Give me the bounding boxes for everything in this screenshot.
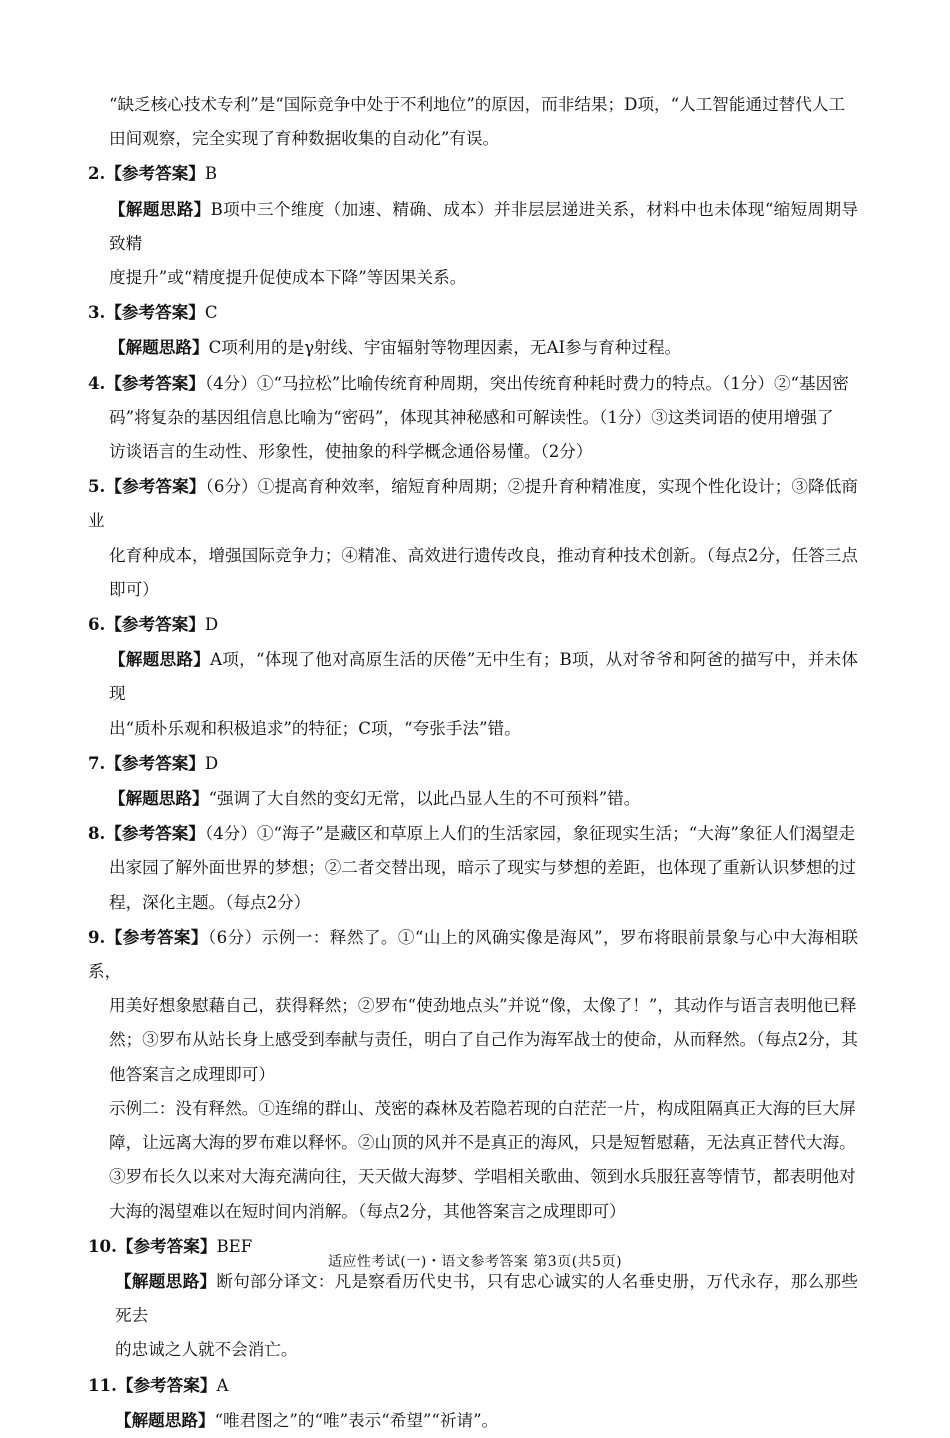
item-9-example2-line-2: 障，让远离大海的罗布难以释怀。②山顶的风并不是真正的海风，只是短暂慰藉，无法真正替代大海。: [109, 1133, 856, 1153]
item-6-analysis-line-1: 【解题思路】A项，“体现了他对高原生活的厌倦”无中生有；B项，从对爷爷和阿爸的描写中，并未体现: [109, 649, 858, 704]
item-3-answer: 3.【参考答案】C: [88, 302, 218, 323]
item-5-answer-line-3: 即可）: [109, 579, 159, 599]
item-8-answer-line-2: 出家园了解外面世界的梦想；②二者交替出现，暗示了现实与梦想的差距，也体现了重新认识梦想的过: [109, 858, 856, 878]
page-content: [88, 88, 858, 1438]
item-9-example2-line-1: 示例二：没有释然。①连绵的群山、茂密的森林及若隐若现的白茫茫一片，构成阻隔真正大海的巨大屏: [109, 1098, 856, 1118]
page-footer: 适应性考试(一)・语文参考答案 第3页(共5页): [327, 1254, 623, 1270]
item-9-answer-line-3: 然；③罗布从站长身上感受到奉献与责任，明白了自己作为海军战士的使命，从而释然。（每点2分，其: [109, 1030, 858, 1050]
item-7-analysis-line-1: 【解题思路】“强调了大自然的变幻无常，以此凸显人生的不可预料”错。: [109, 788, 641, 809]
item-9-answer-line-4: 他答案言之成理即可）: [109, 1064, 275, 1084]
item-8-answer-line-3: 程，深化主题。（每点2分）: [109, 892, 311, 912]
item-4-answer-line-1: 4.【参考答案】（4分）①“马拉松”比喻传统育种周期，突出传统育种耗时费力的特点。（1分）②“基因密: [88, 372, 849, 393]
continuation-line-2: 田间观察，完全实现了育种数据收集的自动化”有误。: [109, 129, 500, 149]
item-10-answer: 10.【参考答案】BEF: [88, 1235, 253, 1256]
item-11-answer: 11.【参考答案】A: [88, 1374, 229, 1395]
item-9-answer-line-1: 9.【参考答案】（6分）示例一：释然了。①“山上的风确实像是海风”，罗布将眼前景象与心中大海相联系，: [88, 926, 858, 982]
item-2-analysis-line-2: 度提升”或“精度提升促使成本下降”等因果关系。: [109, 268, 467, 288]
item-10-analysis-line-1: 【解题思路】断句部分译文：凡是察看历代史书，只有忠心诚实的人名垂史册，万代永存，那么那些死去: [115, 1270, 858, 1326]
item-9-example2-line-4: 大海的渴望难以在短时间内消解。（每点2分，其他答案言之成理即可）: [109, 1201, 626, 1221]
item-2-answer: 2.【参考答案】B: [88, 163, 218, 184]
item-5-answer-line-1: 5.【参考答案】（6分）①提高育种效率，缩短育种周期；②提升育种精准度，实现个性化设计；③降低商业: [88, 476, 858, 531]
item-5-answer-line-2: 化育种成本，增强国际竞争力；④精准、高效进行遗传改良，推动育种技术创新。（每点2分，任答三点: [109, 545, 858, 565]
item-6-answer: 6.【参考答案】D: [88, 614, 219, 635]
item-10-analysis-line-2: 的忠诚之人就不会消亡。: [115, 1340, 298, 1360]
item-11-analysis-line-1: 【解题思路】“唯君图之”的“唯”表示“希望”“祈请”。: [115, 1409, 499, 1430]
item-7-answer: 7.【参考答案】D: [88, 752, 219, 773]
item-4-answer-line-2: 码”将复杂的基因组信息比喻为“密码”，体现其神秘感和可解读性。（1分）③这类词语的使用增强了: [109, 407, 834, 427]
item-8-answer-line-1: 8.【参考答案】（4分）①“海子”是藏区和草原上人们的生活家园，象征现实生活；“大海”象征人们渴望走: [88, 823, 856, 844]
item-9-example2-line-3: ③罗布长久以来对大海充满向往，天天做大海梦、学唱相关歌曲、领到水兵服狂喜等情节，都表明他对: [109, 1167, 856, 1187]
item-6-analysis-line-2: 出“质朴乐观和积极追求”的特征；C项，“夸张手法”错。: [109, 718, 521, 738]
item-3-analysis-line-1: 【解题思路】C项利用的是γ射线、宇宙辐射等物理因素，无AI参与育种过程。: [109, 337, 682, 358]
item-2-analysis-line-1: 【解题思路】B项中三个维度（加速、精确、成本）并非层层递进关系，材料中也未体现“缩短周期导致精: [109, 198, 858, 253]
item-4-answer-line-3: 访谈语言的生动性、形象性，使抽象的科学概念通俗易懂。（2分）: [109, 442, 593, 462]
continuation-line-1: “缺乏核心技术专利”是“国际竞争中处于不利地位”的原因，而非结果；D项，“人工智能通过替代人工: [109, 95, 846, 114]
item-9-answer-line-2: 用美好想象慰藉自己，获得释然；②罗布“使劲地点头”并说“像，太像了！”，其动作与语言表明他已释: [109, 996, 857, 1016]
